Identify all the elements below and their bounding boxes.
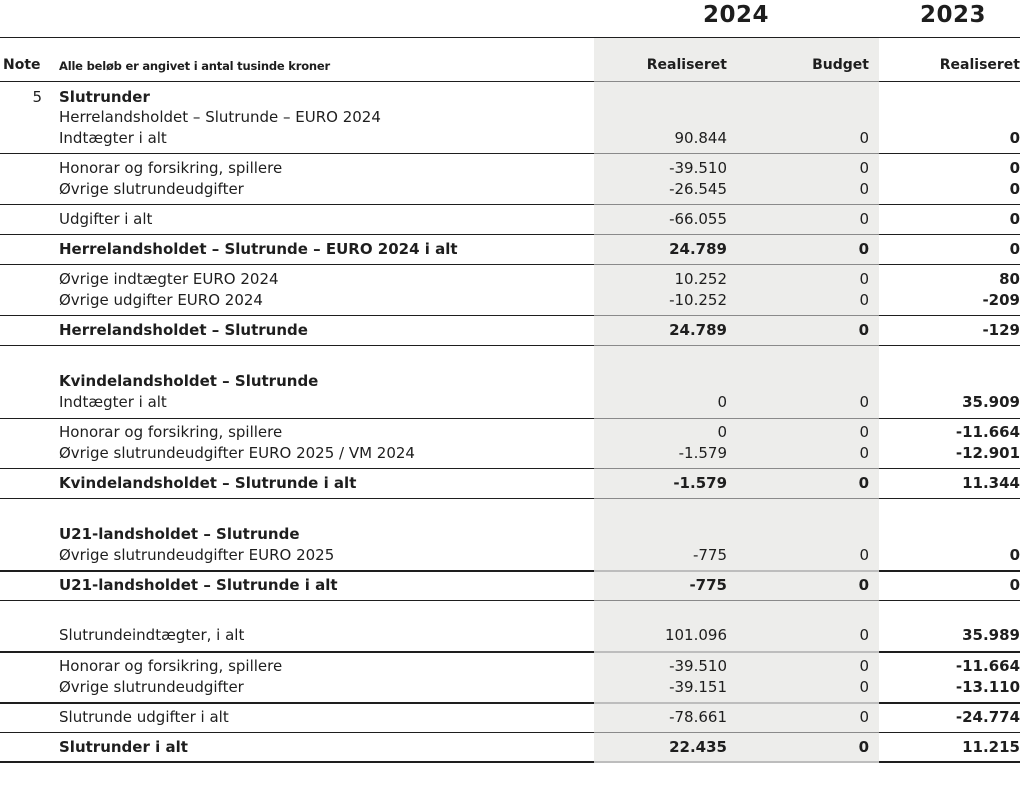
realiseret-2023-header: Realiseret <box>939 57 1020 73</box>
row-label: Øvrige slutrundeudgifter EURO 2025 / VM 2024 <box>59 444 415 462</box>
realiseret-2023-cell: 11.215 <box>962 738 1020 756</box>
realiseret-2023-cell: -13.110 <box>955 678 1020 696</box>
row-divider <box>0 418 1020 419</box>
row-label: U21-landsholdet – Slutrunde i alt <box>59 576 338 594</box>
realiseret-2023-cell: -209 <box>982 291 1020 309</box>
row-divider <box>0 651 1020 653</box>
realiseret-2023-cell: 0 <box>1009 240 1020 258</box>
row-divider-panel-segment <box>594 468 879 469</box>
table-row <box>0 87 1020 108</box>
realiseret-2024-cell: 101.096 <box>664 626 727 644</box>
budget-2024-cell: 0 <box>859 708 869 726</box>
table-row <box>0 625 1020 646</box>
realiseret-2024-cell: -1.579 <box>678 444 727 462</box>
budget-2024-cell: 0 <box>859 678 869 696</box>
budget-2024-cell: 0 <box>859 291 869 309</box>
row-divider-panel-segment <box>594 264 879 265</box>
budget-2024-cell: 0 <box>858 576 869 594</box>
row-divider <box>0 570 1020 572</box>
row-divider-panel-segment <box>594 570 879 572</box>
table-row <box>0 545 1020 566</box>
row-divider-panel-segment <box>594 761 879 763</box>
row-divider-panel-segment <box>594 315 879 316</box>
realiseret-2024-cell: 90.844 <box>674 129 727 147</box>
table-row <box>0 128 1020 149</box>
realiseret-2023-cell: -24.774 <box>955 708 1020 726</box>
realiseret-2024-cell: -39.510 <box>669 159 727 177</box>
row-label: Indtægter i alt <box>59 393 167 411</box>
note-cell: 5 <box>32 88 42 106</box>
table-row <box>0 320 1020 341</box>
row-label: Slutrunder i alt <box>59 738 188 756</box>
budget-2024-cell: 0 <box>859 270 869 288</box>
realiseret-2024-cell: -39.510 <box>669 657 727 675</box>
budget-2024-cell: 0 <box>859 444 869 462</box>
realiseret-2024-cell: 22.435 <box>669 738 727 756</box>
realiseret-2024-cell: 0 <box>717 393 727 411</box>
realiseret-2024-cell: -775 <box>689 576 727 594</box>
row-label: Øvrige udgifter EURO 2024 <box>59 291 263 309</box>
budget-2024-cell: 0 <box>859 159 869 177</box>
table-row <box>0 737 1020 758</box>
realiseret-2024-cell: 10.252 <box>674 270 727 288</box>
realiseret-2023-cell: 11.344 <box>962 474 1020 492</box>
realiseret-2024-cell: 24.789 <box>669 321 727 339</box>
row-divider <box>0 315 1020 316</box>
realiseret-2023-cell: 0 <box>1009 576 1020 594</box>
realiseret-2024-header: Realiseret <box>646 57 727 73</box>
realiseret-2023-cell: -12.901 <box>955 444 1020 462</box>
row-divider-panel-segment <box>594 345 879 346</box>
row-divider <box>0 732 1020 733</box>
row-label: Indtægter i alt <box>59 129 167 147</box>
table-row <box>0 269 1020 290</box>
row-label: Slutrundeindtægter, i alt <box>59 626 245 644</box>
row-divider-panel-segment <box>594 81 879 82</box>
table-row <box>0 707 1020 728</box>
row-divider-panel-segment <box>594 498 879 499</box>
budget-2024-cell: 0 <box>858 474 869 492</box>
row-divider <box>0 702 1020 704</box>
row-label: Kvindelandsholdet – Slutrunde i alt <box>59 474 357 492</box>
table-row <box>0 158 1020 179</box>
realiseret-2023-cell: 0 <box>1009 546 1020 564</box>
budget-2024-cell: 0 <box>858 240 869 258</box>
realiseret-2024-cell: -1.579 <box>673 474 727 492</box>
budget-2024-cell: 0 <box>859 210 869 228</box>
row-divider-panel-segment <box>594 418 879 419</box>
realiseret-2024-cell: -78.661 <box>669 708 727 726</box>
row-label: Honorar og forsikring, spillere <box>59 423 283 441</box>
realiseret-2023-cell: -11.664 <box>955 657 1020 675</box>
row-label: Kvindelandsholdet – Slutrunde <box>59 372 319 390</box>
table-row <box>0 422 1020 443</box>
row-label: Slutrunde udgifter i alt <box>59 708 229 726</box>
realiseret-2024-cell: 0 <box>717 423 727 441</box>
row-label: Øvrige slutrundeudgifter EURO 2025 <box>59 546 335 564</box>
realiseret-2023-cell: 35.989 <box>962 626 1020 644</box>
row-divider <box>0 498 1020 499</box>
row-divider <box>0 761 1020 763</box>
table-row <box>0 209 1020 230</box>
row-divider <box>0 81 1020 82</box>
row-divider-panel-segment <box>594 702 879 704</box>
realiseret-2023-cell: 80 <box>999 270 1020 288</box>
row-label: Udgifter i alt <box>59 210 153 228</box>
row-label: U21-landsholdet – Slutrunde <box>59 525 300 543</box>
realiseret-2024-cell: -775 <box>692 546 727 564</box>
realiseret-2023-cell: 0 <box>1009 210 1020 228</box>
row-divider <box>0 204 1020 205</box>
realiseret-2024-cell: -26.545 <box>669 180 727 198</box>
row-divider-panel-segment <box>594 600 879 601</box>
budget-2024-header: Budget <box>812 57 869 73</box>
realiseret-2023-cell: 35.909 <box>962 393 1020 411</box>
budget-2024-cell: 0 <box>859 393 869 411</box>
row-divider <box>0 345 1020 346</box>
row-label: Øvrige slutrundeudgifter <box>59 678 244 696</box>
realiseret-2024-cell: -66.055 <box>669 210 727 228</box>
table-row <box>0 239 1020 260</box>
row-label: Honorar og forsikring, spillere <box>59 657 283 675</box>
year-2024-heading: 2024 <box>703 2 770 28</box>
budget-2024-cell: 0 <box>859 423 869 441</box>
row-divider-panel-segment <box>594 204 879 205</box>
row-label: Øvrige indtægter EURO 2024 <box>59 270 279 288</box>
table-row <box>0 677 1020 698</box>
row-divider-panel-segment <box>594 153 879 154</box>
row-divider <box>0 153 1020 154</box>
year-2023-heading: 2023 <box>920 2 987 28</box>
realiseret-2023-cell: 0 <box>1009 129 1020 147</box>
row-divider <box>0 37 1020 38</box>
row-divider <box>0 600 1020 601</box>
realiseret-2023-cell: 0 <box>1009 159 1020 177</box>
budget-2024-cell: 0 <box>858 321 869 339</box>
row-label: Herrelandsholdet – Slutrunde – EURO 2024 <box>59 108 381 126</box>
table-row <box>0 392 1020 413</box>
row-label: Herrelandsholdet – Slutrunde – EURO 2024 i alt <box>59 240 458 258</box>
realiseret-2023-cell: -11.664 <box>955 423 1020 441</box>
table-row <box>0 371 1020 392</box>
budget-2024-cell: 0 <box>859 129 869 147</box>
budget-2024-cell: 0 <box>859 180 869 198</box>
row-divider <box>0 234 1020 235</box>
table-row <box>0 473 1020 494</box>
row-label: Herrelandsholdet – Slutrunde <box>59 321 308 339</box>
row-divider-panel-segment <box>594 234 879 235</box>
table-row <box>0 524 1020 545</box>
budget-2024-cell: 0 <box>859 657 869 675</box>
table-row <box>0 656 1020 677</box>
table-row <box>0 443 1020 464</box>
table-row <box>0 179 1020 200</box>
row-divider-panel-segment <box>594 651 879 653</box>
budget-2024-cell: 0 <box>859 546 869 564</box>
row-divider-panel-segment <box>594 732 879 733</box>
row-label: Honorar og forsikring, spillere <box>59 159 283 177</box>
realiseret-2023-cell: -129 <box>982 321 1020 339</box>
row-label: Slutrunder <box>59 88 150 106</box>
note-column-header: Note <box>3 57 41 73</box>
row-label: Øvrige slutrundeudgifter <box>59 180 244 198</box>
realiseret-2024-cell: -10.252 <box>669 291 727 309</box>
budget-2024-cell: 0 <box>859 626 869 644</box>
table-row <box>0 290 1020 311</box>
table-row <box>0 575 1020 596</box>
row-divider <box>0 468 1020 469</box>
realiseret-2024-cell: -39.151 <box>669 678 727 696</box>
row-divider <box>0 264 1020 265</box>
realiseret-2023-cell: 0 <box>1009 180 1020 198</box>
budget-2024-cell: 0 <box>858 738 869 756</box>
table-row <box>0 107 1020 128</box>
realiseret-2024-cell: 24.789 <box>669 240 727 258</box>
amount-unit-note: Alle beløb er angivet i antal tusinde kroner <box>59 59 330 73</box>
